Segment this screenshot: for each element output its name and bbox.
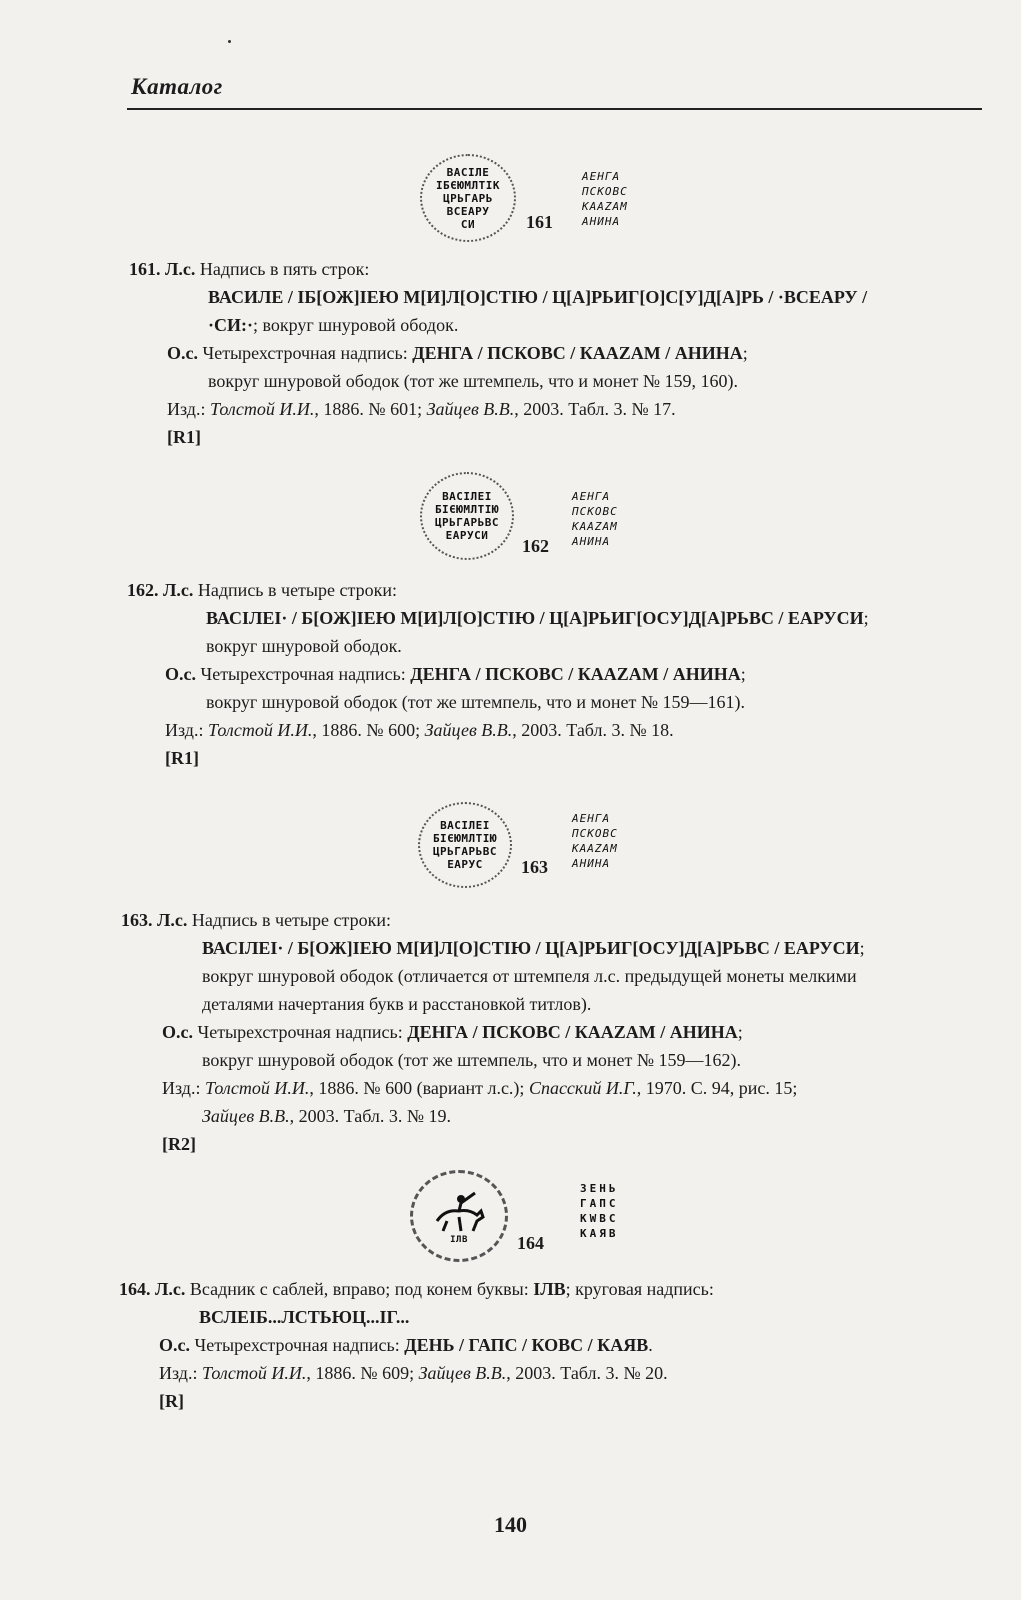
obverse-description: Надпись в пять строк: [199, 259, 370, 279]
reverse-line: КААZАМ [572, 520, 618, 533]
reverse-line: ГАПС [580, 1197, 619, 1210]
reverse-note: вокруг шнуровой ободок (тот же штемпель, что и монет № 159—162). [202, 1050, 742, 1070]
reverse-note: вокруг шнуровой ободок (тот же штемпель, что и монет № 159—161). [206, 692, 746, 712]
ref-text: , 2003. Табл. 3. № 20. [506, 1363, 668, 1383]
inscription-note: вокруг шнуровой ободок (отличается от штемпеля л.с. предыдущей монеты мелкими [202, 966, 857, 986]
obverse-line: ЕАРУСИ [445, 529, 489, 542]
obverse-line: ВАСІЛЕІ [440, 819, 490, 832]
punctuation: ; [737, 1022, 743, 1042]
punctuation: ; [742, 343, 748, 363]
ref-author: Зайцев В.В. [202, 1106, 290, 1126]
entry-number: 161. [129, 259, 161, 279]
inscription-note: деталями начертания букв и расстановкой титлов). [202, 994, 592, 1014]
obverse-line: СИ [460, 217, 476, 231]
reverse-line: АНИНА [572, 857, 611, 870]
punctuation: . [648, 1335, 653, 1355]
obverse-label: Л.с. [165, 259, 196, 279]
reverse-line: КААZАМ [572, 842, 618, 855]
reverse-description: Четырехстрочная надпись: [197, 1022, 403, 1042]
obverse-description: Надпись в четыре строки: [191, 910, 391, 930]
obverse-line: ЕАРУС [447, 858, 483, 871]
reverse-inscription: ДЕНГА / ПСКОВС / КААZАМ / АНИНА [410, 664, 741, 684]
reverse-description: Четырехстрочная надпись: [202, 343, 408, 363]
obverse-line: ЦРЬГАРЬВС [434, 516, 500, 529]
coin-obverse-163 [418, 802, 512, 888]
coin-number: 163 [521, 857, 548, 877]
reverse-line: КАЯВ [580, 1227, 619, 1240]
ref-author: Толстой И.И. [209, 399, 315, 419]
reverse-description: Четырехстрочная надпись: [194, 1335, 400, 1355]
obverse-line: ВАСІЛЕ [446, 165, 490, 179]
inscription-end: ·СИ:· [208, 315, 253, 335]
coin-obverse-162 [420, 472, 514, 560]
reverse-label: О.с. [159, 1335, 190, 1355]
reverse-inscription: ДЕНЬ / ГАПС / КОВС / КАЯВ [404, 1335, 649, 1355]
ref-text: , 1886. № 601; [314, 399, 423, 419]
obverse-description: Надпись в четыре строки: [197, 580, 397, 600]
ref-author: Зайцев В.В. [424, 720, 513, 740]
punctuation: ; [863, 608, 869, 628]
inscription-line: ВАСІЛЕІ· / Б[ОЖ]ІЕЮ М[И]Л[О]СТІЮ / Ц[А]РЬИГ[ОСУ]Д[А]РЬВС / ЕАРУСИ [202, 938, 860, 958]
entry-number: 162. [127, 580, 159, 600]
header-title: Каталог [131, 74, 223, 99]
publication-label: Изд.: [162, 1078, 201, 1098]
ref-author: Толстой И.И. [207, 720, 313, 740]
coin-reverse-162 [572, 486, 618, 552]
reverse-inscription: ДЕНГА / ПСКОВС / КААZАМ / АНИНА [412, 343, 743, 363]
coin-number: 162 [522, 536, 549, 556]
reverse-line: ПСКОВС [572, 505, 618, 518]
reverse-label: О.с. [162, 1022, 193, 1042]
reverse-line: АЕНГА [582, 170, 621, 183]
obverse-line: ІБЄЮМЛТІК [435, 178, 501, 192]
reverse-line: ПСКОВС [582, 185, 628, 198]
coin-reverse-164 [580, 1178, 619, 1244]
reverse-label: О.с. [167, 343, 198, 363]
coin-number: 161 [526, 212, 553, 232]
ref-text: , 1886. № 609; [306, 1363, 415, 1383]
inscription-line: ВАСИЛЕ / ІБ[ОЖ]ІЕЮ М[И]Л[О]СТІЮ / Ц[А]РЬИГ[О]С[У]Д[А]РЬ / ·ВСЕАРУ / [208, 287, 868, 307]
rarity-badge: [R2] [162, 1134, 196, 1154]
reverse-line: ЗЕНЬ [580, 1182, 619, 1195]
coin-obverse-164 [410, 1170, 508, 1262]
reverse-line: КААZАМ [582, 200, 628, 213]
punctuation: ; [740, 664, 746, 684]
ref-text: , 2003. Табл. 3. № 18. [512, 720, 674, 740]
obverse-line: ІЛВ [450, 1235, 468, 1245]
ref-author: Зайцев В.В. [418, 1363, 507, 1383]
inscription-line: ВСЛЕІБ...ЛСТЬЮЦ...ІГ... [199, 1307, 410, 1327]
publication-label: Изд.: [159, 1363, 198, 1383]
ref-author: Зайцев В.В. [426, 399, 515, 419]
rarity-badge: [R] [159, 1391, 184, 1411]
obverse-line: ВАСІЛЕІ [442, 490, 492, 503]
obverse-label: Л.с. [163, 580, 194, 600]
reverse-line: АЕНГА [572, 490, 611, 503]
inscription-line: ВАСІЛЕІ· / Б[ОЖ]ІЕЮ М[И]Л[О]СТІЮ / Ц[А]РЬИГ[ОСУ]Д[А]РЬВС / ЕАРУСИ [206, 608, 864, 628]
reverse-description: Четырехстрочная надпись: [200, 664, 406, 684]
obverse-label: Л.с. [157, 910, 188, 930]
coin-number: 164 [517, 1233, 544, 1253]
ref-text: , 1886. № 600 (вариант л.с.); [309, 1078, 525, 1098]
rarity-badge: [R1] [167, 427, 201, 447]
obverse-line: ВСЕАРУ [446, 204, 490, 218]
reverse-line: КWВС [580, 1212, 619, 1225]
entry-number: 163. [121, 910, 153, 930]
obverse-line: БІЄЮМЛТІЮ [434, 503, 500, 516]
reverse-inscription: ДЕНГА / ПСКОВС / КААZАМ / АНИНА [407, 1022, 738, 1042]
under-horse-letters: ІЛВ [533, 1279, 566, 1299]
obverse-line: БІЄЮМЛТІЮ [432, 832, 498, 845]
print-speck [228, 40, 231, 43]
ref-text: , 2003. Табл. 3. № 19. [289, 1106, 452, 1126]
reverse-line: АНИНА [582, 215, 621, 228]
reverse-line: АНИНА [572, 535, 611, 548]
publication-label: Изд.: [165, 720, 204, 740]
obverse-description: Всадник с саблей, вправо; под конем буквы: [189, 1279, 529, 1299]
ref-author: Спасский И.Г. [528, 1078, 637, 1098]
rarity-badge: [R1] [165, 748, 199, 768]
inscription-note: ; вокруг шнуровой ободок. [253, 315, 459, 335]
publication-label: Изд.: [167, 399, 206, 419]
ref-author: Толстой И.И. [201, 1363, 307, 1383]
coin-obverse-161 [420, 154, 516, 242]
horseman-icon [431, 1187, 487, 1235]
ref-text: , 1886. № 600; [312, 720, 421, 740]
obverse-description-cont: ; круговая надпись: [565, 1279, 714, 1299]
coin-reverse-161 [582, 166, 628, 232]
reverse-label: О.с. [165, 664, 196, 684]
coin-reverse-163 [572, 808, 618, 874]
reverse-line: АЕНГА [572, 812, 611, 825]
inscription-note: вокруг шнуровой ободок. [206, 636, 402, 656]
page-number: 140 [494, 1512, 527, 1537]
obverse-label: Л.с. [155, 1279, 186, 1299]
reverse-line: ПСКОВС [572, 827, 618, 840]
ref-text: , 2003. Табл. 3. № 17. [514, 399, 676, 419]
punctuation: ; [859, 938, 865, 958]
ref-text: , 1970. С. 94, рис. 15; [636, 1078, 798, 1098]
reverse-note: вокруг шнуровой ободок (тот же штемпель, что и монет № 159, 160). [208, 371, 739, 391]
running-header [127, 70, 982, 110]
entry-number: 164. [119, 1279, 151, 1299]
ref-author: Толстой И.И. [204, 1078, 310, 1098]
obverse-line: ЦРЬГАРЬВС [432, 845, 498, 858]
obverse-line: ЦРЬГАРЬ [443, 191, 493, 205]
